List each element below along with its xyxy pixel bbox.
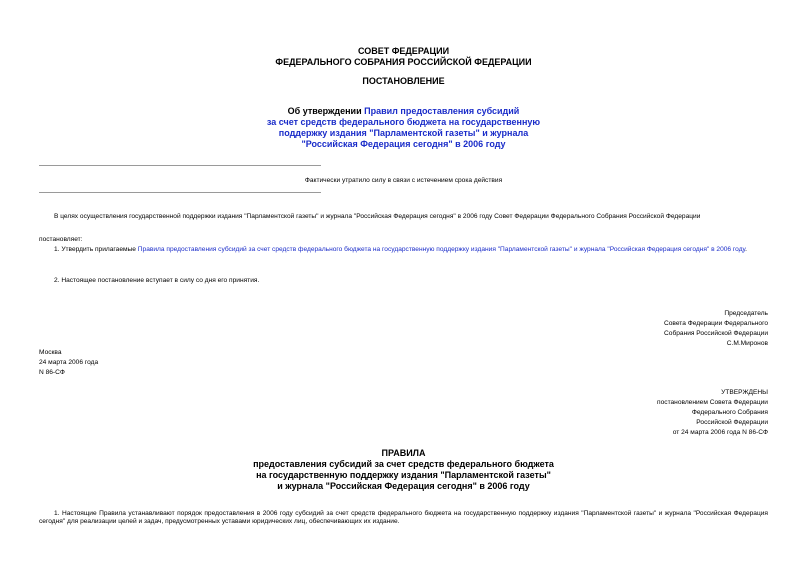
approval-line-4: Российской Федерации [696, 418, 768, 426]
rules-subtitle-2: на государственную поддержку издания "Парламентской газеты" [256, 470, 551, 480]
signature-line-3: Собрания Российской Федерации [664, 329, 768, 337]
document-number: N 86-СФ [39, 368, 65, 376]
issuer-line-1: СОВЕТ ФЕДЕРАЦИИ [357, 46, 450, 56]
signature-block [664, 309, 768, 349]
rules-subtitle-1: предоставления субсидий за счет средств федерального бюджета [253, 459, 554, 469]
status-note: Фактически утратило силу в связи с истечением срока действия [304, 177, 503, 184]
title-link-part-3[interactable]: поддержку издания "Парламентской газеты" и журнала [278, 128, 529, 138]
approval-heading: УТВЕРЖДЕНЫ [721, 389, 768, 396]
city: Москва [39, 349, 62, 356]
rules-heading: ПРАВИЛА [381, 448, 426, 458]
document-title-line-1 [0, 106, 807, 117]
title-link-part-2[interactable]: за счет средств федерального бюджета на государственную [266, 117, 541, 127]
issuer-line-2: ФЕДЕРАЛЬНОГО СОБРАНИЯ РОССИЙСКОЙ ФЕДЕРАЦИИ [275, 57, 532, 67]
signature-title: Председатель [724, 310, 768, 317]
divider-top [39, 165, 321, 166]
approval-line-2: постановлением Совета Федерации [657, 398, 768, 406]
item-1 [39, 246, 768, 254]
item-1-prefix: 1. Утвердить прилагаемые [54, 246, 138, 253]
decides-label: постановляет: [39, 236, 83, 243]
approval-block [657, 388, 768, 438]
signatory-name: С.М.Миронов [726, 339, 768, 347]
item-2: 2. Настоящее постановление вступает в силу со дня его принятия. [54, 277, 260, 284]
document-type: ПОСТАНОВЛЕНИЕ [362, 76, 445, 86]
approval-line-3: Федерального Собрания [691, 408, 768, 416]
item-1-suffix: . [745, 246, 748, 253]
title-prefix: Об утверждении [287, 106, 365, 116]
title-link-part-1[interactable]: Правил предоставления субсидий [364, 106, 520, 116]
date: 24 марта 2006 года [39, 358, 99, 366]
place-date-block [39, 348, 98, 378]
title-link-part-4[interactable]: "Российская Федерация сегодня" в 2006 году [301, 139, 506, 149]
preamble: В целях осуществления государственной поддержки издания "Парламентской газеты" и журнала "Российская Федерация сегодня" в 2006 году Совет Федерации Федерального Собрания Российской Федерации [54, 213, 701, 220]
signature-line-2: Совета Федерации Федерального [663, 319, 768, 327]
rules-subtitle-3: и журнала "Российская Федерация сегодня" в 2006 году [277, 481, 530, 491]
approval-line-5: от 24 марта 2006 года N 86-СФ [672, 428, 768, 436]
rules-point-1: 1. Настоящие Правила устанавливают порядок предоставления в 2006 году субсидий за счет средств федерального бюджета на государственную поддержку издания "Парламентской газеты" и журнала "Российская Федерация сегодня" для реализации целей и задач, предусмотренных уставами юридических лиц, обеспечивающих их издание. [39, 510, 768, 526]
divider-bottom [39, 192, 321, 193]
rules-link[interactable]: Правила предоставления субсидий за счет средств федерального бюджета на государственную поддержку издания "Парламентской газеты" и журнала "Российская Федерация сегодня" в 2006 году [137, 246, 746, 253]
